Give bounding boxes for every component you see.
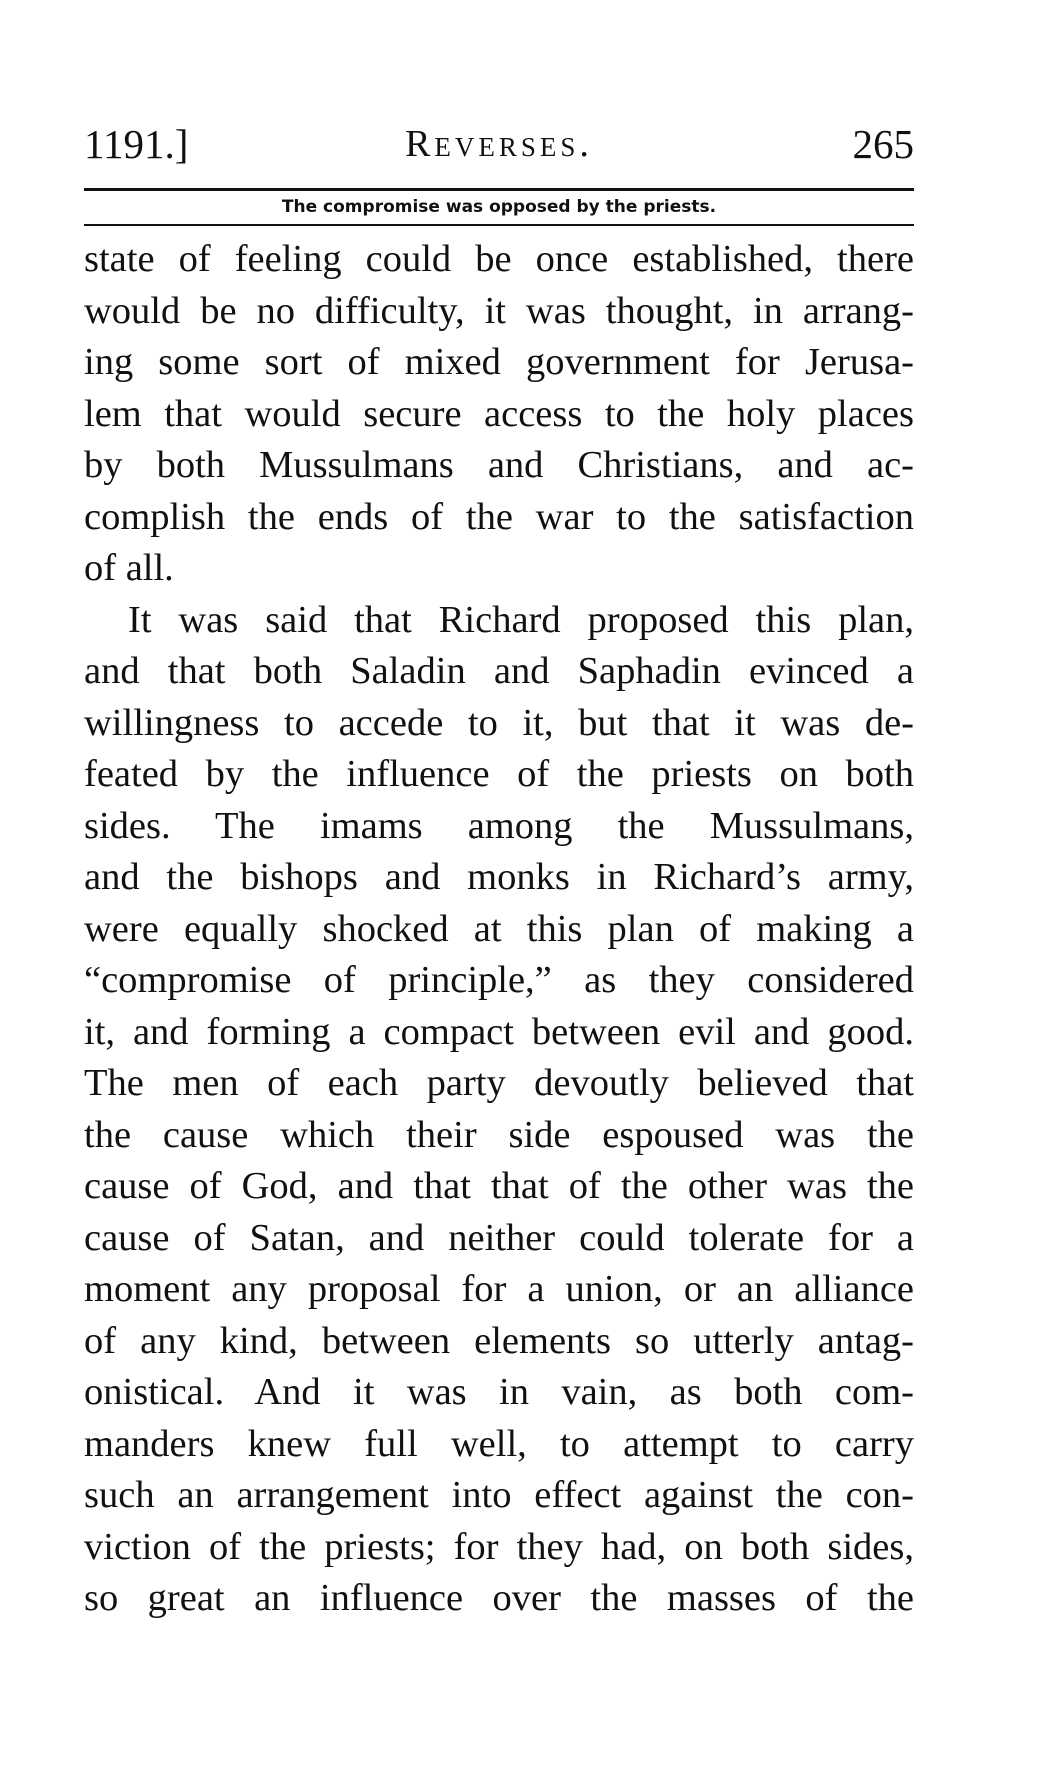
text-line: state of feeling could be once established, there (84, 238, 914, 280)
text-line: and that both Saladin and Saphadin evinced a (84, 650, 914, 692)
header-title: Reverses. (405, 123, 593, 165)
text-line: so great an influence over the masses of the (84, 1577, 914, 1619)
text-line: willingness to accede to it, but that it was de- (84, 701, 914, 744)
text-line: were equally shocked at this plan of making a (84, 907, 914, 950)
text-line: The men of each party devoutly believed that (84, 1062, 914, 1104)
text-line: cause of God, and that that of the other was the (84, 1165, 914, 1207)
running-header (84, 118, 914, 170)
text-line: of all. (84, 547, 174, 589)
text-line: sides. The imams among the Mussulmans, (84, 804, 914, 847)
header-rule-bottom (84, 224, 914, 226)
text-line: manders knew full well, to attempt to carry (84, 1422, 914, 1465)
text-line: moment any proposal for a union, or an alliance (84, 1268, 914, 1310)
text-line: of any kind, between elements so utterly antag- (84, 1319, 914, 1362)
text-line: the cause which their side espoused was the (84, 1113, 914, 1156)
text-line: lem that would secure access to the holy places (84, 392, 914, 435)
text-line: “compromise of principle,” as they considered (84, 959, 914, 1001)
text-line: viction of the priests; for they had, on both sides, (84, 1525, 914, 1568)
text-line: ing some sort of mixed government for Jerusa- (84, 341, 914, 383)
text-line: and the bishops and monks in Richard’s army, (84, 856, 914, 898)
page-number: 265 (852, 121, 914, 167)
text-line: would be no difficulty, it was thought, in arrang- (84, 289, 914, 332)
text-line: feated by the influence of the priests on both (84, 753, 914, 795)
text-line: it, and forming a compact between evil and good. (84, 1010, 914, 1053)
text-line: cause of Satan, and neither could tolerate for a (84, 1216, 914, 1259)
text-line: It was said that Richard proposed this plan, (128, 598, 914, 641)
text-line: onistical. And it was in vain, as both com- (84, 1371, 914, 1413)
page-subheading: The compromise was opposed by the priests. (281, 197, 717, 217)
text-line: such an arrangement into effect against the con- (84, 1474, 914, 1516)
header-year: 1191.] (84, 121, 189, 167)
text-line: complish the ends of the war to the satisfaction (84, 495, 914, 538)
text-line: by both Mussulmans and Christians, and ac- (84, 444, 914, 486)
header-rule-top (84, 188, 914, 191)
body-text (84, 234, 914, 1625)
